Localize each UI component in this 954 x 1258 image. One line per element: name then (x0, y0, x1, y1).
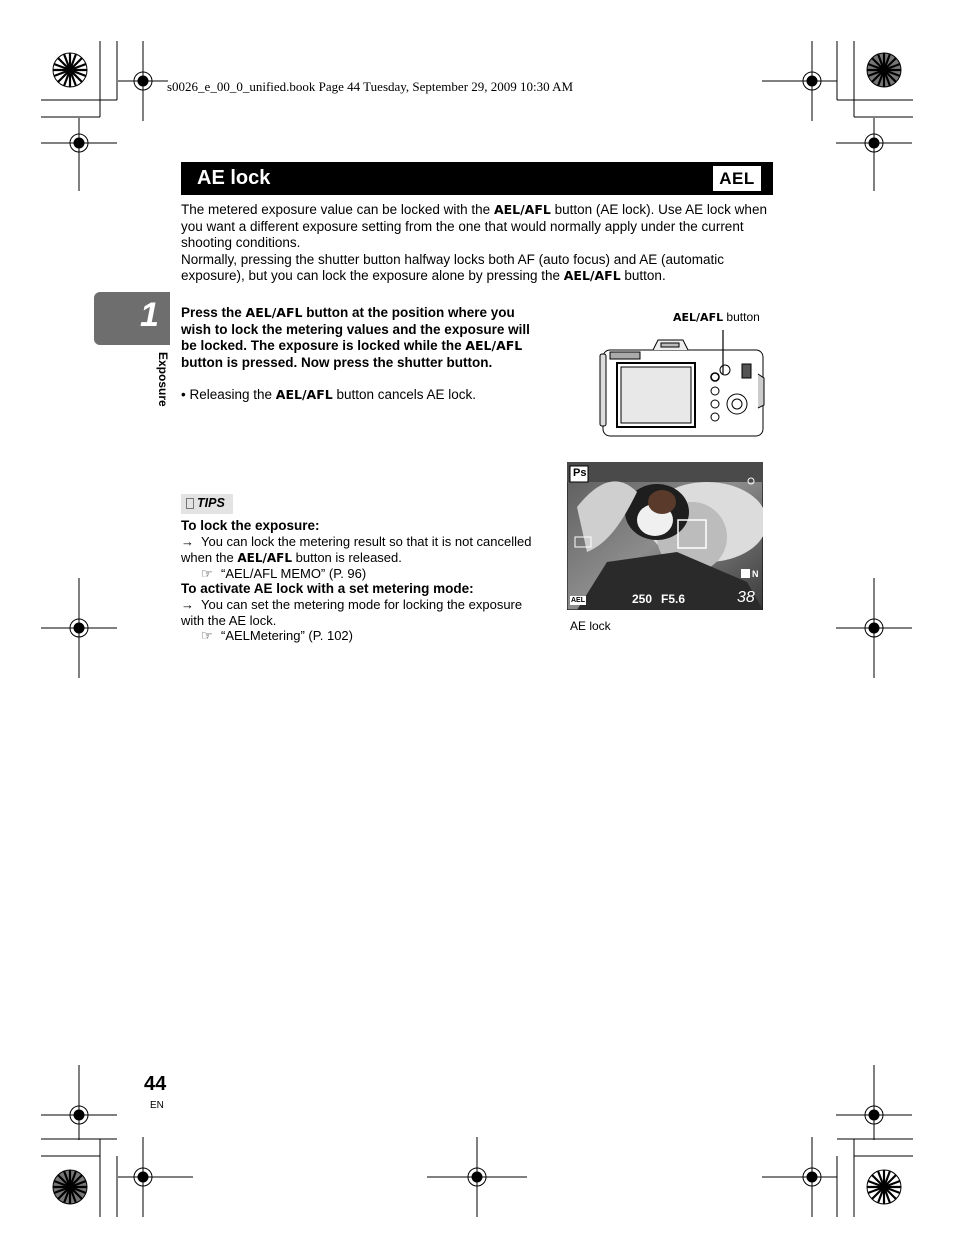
aelafl-button-ref: AEL/AFL (245, 305, 303, 320)
tip-text-a: You can set the metering mode for locking the exposure with the AE lock. (181, 596, 523, 628)
tips-label: TIPS (197, 496, 225, 510)
intro-text (181, 202, 776, 285)
aelafl-button-ref: AEL/AFL (237, 550, 293, 565)
intro-p1-a: The metered exposure value can be locked with the (181, 202, 494, 217)
bullet-a: • Releasing the (181, 387, 276, 402)
step-a: Press the (181, 305, 246, 320)
aelafl-button-ref: AEL/AFL (275, 387, 333, 402)
chapter-number: 1 (140, 296, 159, 334)
lcd-shutter-speed: 250 (632, 592, 653, 606)
tip-heading: To lock the exposure: (181, 518, 320, 533)
lcd-ael-icon: AEL (571, 597, 585, 604)
tip-reference: “AELMetering” (P. 102) (221, 628, 353, 644)
intro-p1-b: button (AE lock). Use AE lock when you want a different exposure setting from the one that would normally apply under the current shooting conditions. (181, 202, 767, 250)
tip-text-b: button is released. (292, 549, 402, 565)
arrow-icon: → (181, 596, 194, 612)
tip-item (181, 581, 541, 644)
tip-item (181, 518, 541, 582)
tip-reference: “AEL/AFL MEMO” (P. 96) (221, 566, 367, 582)
camera-label-bold: AEL/AFL (673, 311, 724, 324)
page-number: 44 (144, 1073, 167, 1095)
lcd-frames-remaining: 38 (737, 589, 755, 606)
page-language: EN (150, 1100, 164, 1111)
camera-label-rest: button (723, 310, 760, 324)
lcd-caption: AE lock (570, 619, 611, 633)
aelafl-button-ref: AEL/AFL (465, 338, 523, 353)
intro-p2-a: Normally, pressing the shutter button halfway locks both AF (auto focus) and AE (automatic exposure), but you can lock the exposure alone by pressing the (181, 251, 725, 283)
aelafl-button-ref: AEL/AFL (493, 202, 551, 217)
step-c: button is pressed. Now press the shutter button. (181, 354, 493, 370)
section-title: AE lock (197, 167, 271, 189)
lcd-quality: N (752, 569, 759, 579)
tips-notepad-icon (186, 498, 194, 509)
camera-back-illustration (598, 330, 773, 440)
step-b: button at the position where you wish to lock the metering values and the exposure will be locked. The exposure is locked while the (181, 305, 530, 353)
bullet-b: button cancels AE lock. (332, 387, 477, 402)
reference-icon: ☞ (201, 566, 213, 582)
reference-icon: ☞ (201, 628, 213, 644)
camera-button-label (673, 310, 760, 324)
ael-badge: AEL (712, 165, 762, 192)
step-bullet (181, 387, 536, 404)
intro-p2-b: button. (620, 268, 666, 283)
tip-heading: To activate AE lock with a set metering mode: (181, 581, 474, 596)
lcd-screen-illustration (567, 462, 763, 610)
aelafl-button-ref: AEL/AFL (563, 268, 621, 283)
lcd-aperture: F5.6 (661, 592, 686, 606)
arrow-icon: → (181, 533, 194, 549)
chapter-name: Exposure (156, 352, 170, 407)
step-instructions (181, 305, 536, 371)
book-header: s0026_e_00_0_unified.book Page 44 Tuesday, September 29, 2009 10:30 AM (167, 79, 574, 94)
tip-text-a: You can lock the metering result so that it is not cancelled when the (181, 533, 532, 565)
lcd-mode-label: Ps (573, 467, 587, 479)
